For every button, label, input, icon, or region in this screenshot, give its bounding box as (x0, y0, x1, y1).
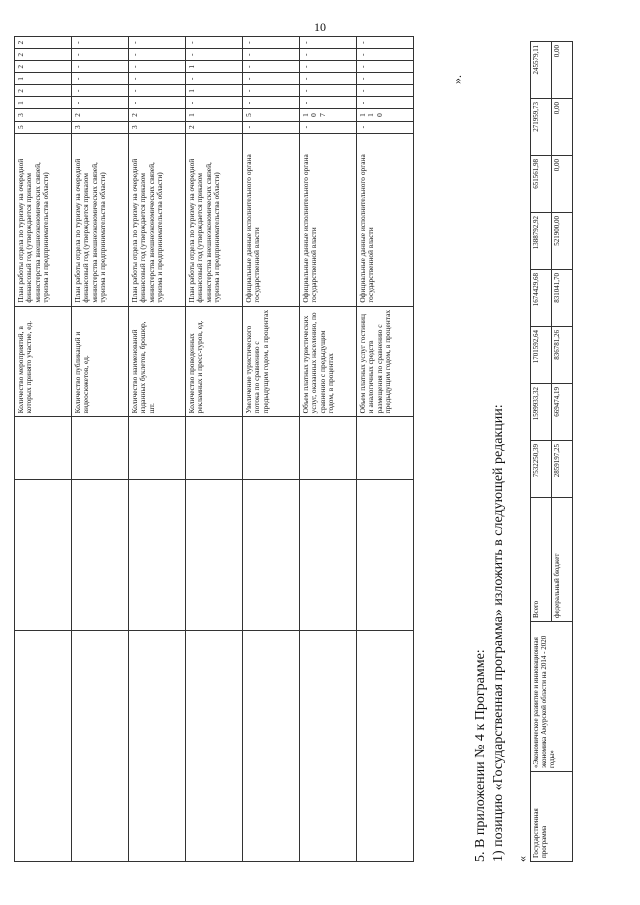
source-label-cell: федеральный бюджет (552, 498, 573, 622)
indicator-value-cell: - (357, 121, 414, 133)
indicator-method-cell: Официальные данные исполнительного органа государственной власти (300, 133, 357, 306)
indicator-value-cell: - (186, 97, 243, 109)
indicator-value-cell: 3 (15, 109, 72, 121)
indicator-value-cell: - (186, 49, 243, 61)
rotated-page-content (10, 12, 640, 892)
indicators-body (15, 37, 414, 862)
indicator-value-cell: - (357, 61, 414, 73)
indicator-value-cell: - (186, 37, 243, 49)
indicator-value-cell: - (72, 49, 129, 61)
indicator-value-cell: 2 (15, 49, 72, 61)
indicator-name-cell: Увеличение туристического потока по сравнению с предыдущим годом, в процентах (243, 306, 300, 417)
program-title-cell: «Экономическое развитие и инновационная экономика Амурской области на 2014 - 2020 годы» (531, 622, 573, 772)
indicator-value-cell: - (300, 97, 357, 109)
finance-value-cell: 7532250,39 (531, 441, 552, 498)
indicators-table (14, 36, 414, 862)
indicator-value-cell: 1 (15, 97, 72, 109)
indicator-value-cell: - (243, 37, 300, 49)
indicator-value-cell: - (357, 49, 414, 61)
finance-value-cell: 1599933,32 (531, 384, 552, 441)
table-row (300, 37, 357, 862)
indicator-value-cell: - (243, 49, 300, 61)
indicator-value-cell: 2 (15, 37, 72, 49)
program-label-cell: Государственная программа (531, 772, 573, 862)
empty-cell (72, 630, 129, 861)
indicator-method-cell: План работы отдела по туризму на очередной финансовый год (утверждается приказом министерства внешнеэкономических связей, туризма и предпринимательства области) (129, 133, 186, 306)
indicator-value-cell: 1 (186, 85, 243, 97)
indicator-value-cell: - (129, 37, 186, 49)
finance-value-cell: 1701592,64 (531, 327, 552, 384)
indicator-method-cell: Официальные данные исполнительного органа государственной власти (243, 133, 300, 306)
finance-value-cell: 1388792,92 (531, 213, 552, 270)
finance-table (530, 41, 573, 862)
finance-value-cell: 245579,11 (531, 42, 552, 99)
indicator-name-cell: Объем платных услуг гостиниц и аналогичных средств размещения по сравнению с предыдущим годом, в процентах (357, 306, 414, 417)
empty-cell (186, 479, 243, 630)
empty-cell (243, 417, 300, 479)
empty-cell (129, 417, 186, 479)
indicator-value-cell: - (357, 85, 414, 97)
indicator-value-cell: - (129, 73, 186, 85)
indicator-value-cell: 5 (243, 109, 300, 121)
finance-value-cell: 0,00 (552, 156, 573, 213)
indicator-value-cell: - (72, 73, 129, 85)
indicator-value-cell: - (129, 61, 186, 73)
indicator-value-cell: 107 (300, 109, 357, 121)
indicator-value-cell: - (243, 73, 300, 85)
empty-cell (300, 630, 357, 861)
indicator-value-cell: - (300, 85, 357, 97)
indicator-value-cell: 1 (186, 61, 243, 73)
indicator-value-cell: - (129, 85, 186, 97)
finance-value-cell: 669474,19 (552, 384, 573, 441)
indicator-value-cell: 2 (129, 109, 186, 121)
indicator-method-cell: Официальные данные исполнительного органа государственной власти (357, 133, 414, 306)
amendment-heading (472, 42, 508, 862)
indicator-value-cell: 3 (72, 121, 129, 133)
empty-cell (243, 630, 300, 861)
indicator-value-cell: - (72, 61, 129, 73)
indicator-value-cell: - (243, 97, 300, 109)
indicator-value-cell: - (129, 49, 186, 61)
indicator-value-cell: - (243, 61, 300, 73)
indicator-value-cell: - (129, 97, 186, 109)
empty-cell (15, 630, 72, 861)
indicator-value-cell: 110 (357, 109, 414, 121)
finance-value-cell: 271959,73 (531, 99, 552, 156)
indicator-value-cell: - (186, 73, 243, 85)
indicator-value-cell: - (300, 37, 357, 49)
table-row (129, 37, 186, 862)
finance-value-cell: 651561,98 (531, 156, 552, 213)
indicator-value-cell: 2 (15, 85, 72, 97)
table-row (15, 37, 72, 862)
table-row (186, 37, 243, 862)
closing-quote: ». (450, 75, 464, 84)
empty-cell (300, 417, 357, 479)
indicator-method-cell: План работы отдела по туризму на очередной финансовый год (утверждается приказом министерства внешнеэкономических связей, туризма и предпринимательства области) (72, 133, 129, 306)
heading-line-2: 1) позицию «Государственная программа» изложить в следующей редакции: (491, 404, 506, 862)
indicator-value-cell: - (243, 121, 300, 133)
finance-value-cell: 831041,70 (552, 270, 573, 327)
indicator-value-cell: - (357, 37, 414, 49)
indicator-name-cell: Количество мероприятий, в которых принято участие, ед. (15, 306, 72, 417)
empty-cell (129, 479, 186, 630)
indicator-value-cell: 2 (72, 109, 129, 121)
indicator-method-cell: План работы отдела по туризму на очередной финансовый год (утверждается приказом министерства внешнеэкономических связей, туризма и предпринимательства области) (15, 133, 72, 306)
table-row (243, 37, 300, 862)
finance-row (531, 42, 552, 862)
indicator-value-cell: 2 (186, 121, 243, 133)
indicator-name-cell: Количество проведенных рекламных и пресс-туров, ед. (186, 306, 243, 417)
opening-quote: « (515, 856, 529, 862)
indicator-value-cell: - (72, 97, 129, 109)
indicator-value-cell: 2 (15, 61, 72, 73)
empty-cell (15, 479, 72, 630)
indicator-value-cell: - (300, 49, 357, 61)
empty-cell (300, 479, 357, 630)
source-label-cell: Всего (531, 498, 552, 622)
table-row (72, 37, 129, 862)
finance-value-cell: 0,00 (552, 42, 573, 99)
indicator-name-cell: Объем платных туристических услуг, оказанных населению, по сравнению с предыдущим годом, в процентах (300, 306, 357, 417)
empty-cell (357, 417, 414, 479)
indicator-value-cell: 1 (186, 109, 243, 121)
finance-body (531, 42, 573, 862)
indicator-value-cell: - (300, 73, 357, 85)
indicator-value-cell: - (300, 61, 357, 73)
indicator-name-cell: Количество наименований изданных буклетов, брошюр, шт. (129, 306, 186, 417)
indicator-value-cell: - (357, 97, 414, 109)
finance-value-cell: 836781,26 (552, 327, 573, 384)
indicator-value-cell: 1 (15, 73, 72, 85)
indicator-value-cell: 3 (129, 121, 186, 133)
finance-value-cell: 1674429,68 (531, 270, 552, 327)
indicator-value-cell: - (300, 121, 357, 133)
finance-value-cell: 521900,00 (552, 213, 573, 270)
indicator-value-cell: 5 (15, 121, 72, 133)
empty-cell (72, 417, 129, 479)
empty-cell (186, 630, 243, 861)
indicator-method-cell: План работы отдела по туризму на очередной финансовый год (утверждается приказом министерства внешнеэкономических связей, туризма и предпринимательства области) (186, 133, 243, 306)
indicator-value-cell: - (243, 85, 300, 97)
table-row (357, 37, 414, 862)
page-number: 10 (314, 20, 326, 34)
indicator-value-cell: - (357, 73, 414, 85)
empty-cell (357, 479, 414, 630)
indicator-value-cell: - (72, 37, 129, 49)
finance-value-cell: 0,00 (552, 99, 573, 156)
indicator-name-cell: Количество публикаций и видеосюжетов, ед. (72, 306, 129, 417)
empty-cell (243, 479, 300, 630)
finance-value-cell: 2859197,25 (552, 441, 573, 498)
heading-line-1: 5. В приложении № 4 к Программе: (473, 649, 488, 862)
indicator-value-cell: - (72, 85, 129, 97)
empty-cell (72, 479, 129, 630)
empty-cell (357, 630, 414, 861)
empty-cell (129, 630, 186, 861)
empty-cell (186, 417, 243, 479)
empty-cell (15, 417, 72, 479)
